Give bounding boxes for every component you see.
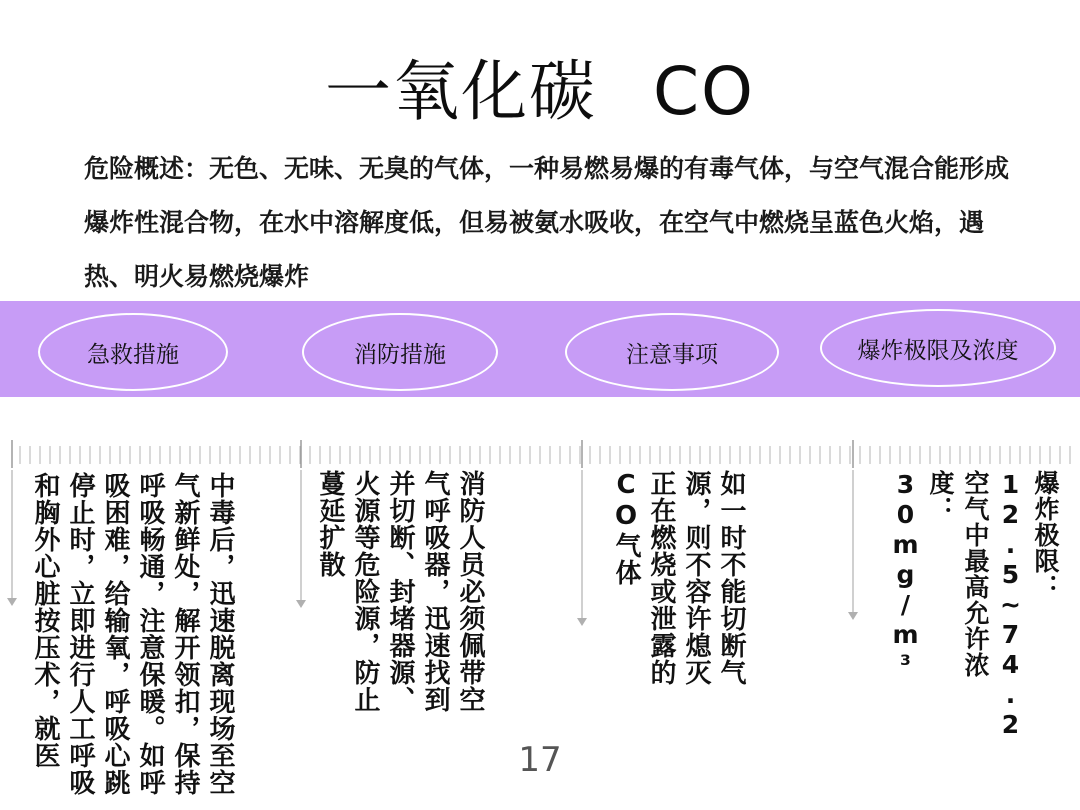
tab-fire-fighting[interactable]: 消防措施 xyxy=(302,313,498,391)
tab-precautions[interactable]: 注意事项 xyxy=(565,313,779,391)
tab-first-aid[interactable]: 急救措施 xyxy=(38,313,228,391)
first-aid-text-clip xyxy=(0,470,245,810)
hazard-overview: 危险概述：无色、无味、无臭的气体，一种易燃易爆的有毒气体，与空气混合能形成爆炸性混合物，在水中溶解度低，但易被氨水吸收，在空气中燃烧呈蓝色火焰，遇热、明火易燃烧爆炸 xyxy=(84,154,1010,291)
explosion-limits-text: 爆炸极限：12.5~74.2 空气中最高允许浓度：30mg/m³ xyxy=(891,470,1060,740)
page-title xyxy=(0,38,1080,133)
fire-fighting-text: 消防人员必须佩带空气呼吸器，迅速找到并切断、封堵器源、火源等危险源，防止蔓延扩散 xyxy=(315,470,485,713)
page-number: 17 xyxy=(518,740,562,780)
tab-band xyxy=(0,301,1080,397)
precautions-text: 如一时不能切断气源，则不容许熄灭正在燃烧或泄露的CO气体 xyxy=(611,470,746,686)
tab-explosion-limits[interactable]: 爆炸极限及浓度 xyxy=(820,309,1056,387)
title-name: 一氧化碳 xyxy=(324,53,597,130)
first-aid-text: 中毒后，迅速脱离现场至空气新鲜处，解开领扣，保持呼吸畅通，注意保暖。如呼吸困难，给输氧，呼吸心跳停止时，立即进行人工呼吸和胸外心脏按压术，就医 xyxy=(30,472,235,796)
title-formula: CO xyxy=(652,53,756,130)
ruler-divider xyxy=(0,440,1080,470)
